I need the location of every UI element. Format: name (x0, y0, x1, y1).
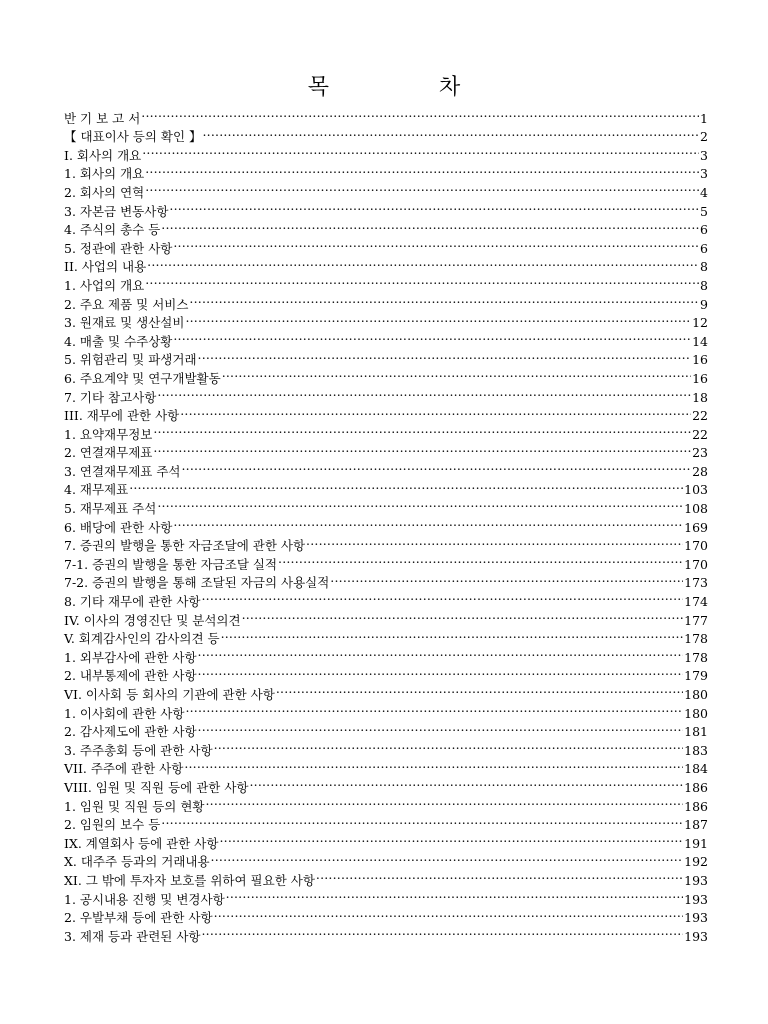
toc-entry-page-number: 28 (692, 463, 708, 479)
toc-entry-page-number: 178 (684, 631, 708, 647)
toc-entry-page-number: 178 (684, 649, 708, 665)
toc-leader-dots (185, 699, 683, 718)
toc-entry-page-number: 192 (684, 854, 708, 870)
toc-entry-label: 1. 사업의 개요 (64, 277, 145, 293)
toc-entry-label: 2. 회사의 연혁 (64, 184, 145, 200)
toc-leader-dots (198, 718, 684, 737)
toc-entry-page-number: 193 (684, 910, 708, 926)
toc-entry-page-number: 191 (684, 835, 708, 851)
toc-entry[interactable] (64, 290, 708, 312)
toc-leader-dots (278, 550, 683, 569)
toc-leader-dots (219, 829, 683, 848)
toc-entry[interactable] (64, 197, 708, 219)
toc-entry-page-number: 3 (700, 147, 708, 163)
toc-entry-label: 7-1. 증권의 발행을 통한 자금조달 실적 (64, 556, 278, 572)
toc-entry[interactable] (64, 123, 708, 145)
toc-leader-dots (161, 811, 683, 830)
toc-entry-label: 2. 우발부채 등에 관한 사항 (64, 910, 213, 926)
toc-leader-dots (221, 625, 684, 644)
toc-entry-label: 5. 재무제표 주석 (64, 501, 157, 517)
toc-entry-label: 2. 주요 제품 및 서비스 (64, 296, 189, 312)
toc-leader-dots (173, 234, 699, 253)
toc-entry[interactable] (64, 494, 708, 517)
toc-entry-label: 3. 주주총회 등에 관한 사항 (64, 742, 213, 758)
toc-entry[interactable] (64, 420, 708, 442)
toc-entry-page-number: 1 (700, 110, 708, 126)
toc-leader-dots (276, 680, 683, 699)
toc-entry-page-number: 169 (684, 519, 708, 535)
toc-entry-label: 2. 감사제도에 관한 사항 (64, 724, 197, 740)
toc-entry-page-number: 23 (692, 445, 708, 461)
toc-entry-page-number: 6 (700, 222, 708, 238)
toc-entry-label: 7-2. 증권의 발행을 통해 조달된 자금의 사용실적 (64, 575, 330, 591)
toc-entry[interactable] (64, 160, 708, 182)
toc-leader-dots (330, 569, 683, 588)
toc-entry-page-number: 6 (700, 240, 708, 256)
toc-entry-label: 6. 배당에 관한 사항 (64, 519, 173, 535)
toc-entry[interactable] (64, 141, 708, 163)
toc-entry-label: 5. 정관에 관한 사항 (64, 240, 173, 256)
toc-entry-page-number: 2 (700, 129, 708, 145)
toc-entry-label: XI. 그 밖에 투자자 보호를 위하여 필요한 사항 (64, 872, 315, 888)
toc-entry-label: 7. 기타 참고사항 (64, 389, 157, 405)
toc-entry-label: 1. 외부감사에 관한 사항 (64, 649, 197, 665)
toc-leader-dots (198, 662, 684, 681)
toc-entry-label: 반 기 보 고 서 (64, 110, 141, 126)
toc-leader-dots (169, 197, 699, 216)
toc-leader-dots (203, 123, 700, 142)
toc-entry-page-number: 173 (684, 575, 708, 591)
toc-entry-page-number: 193 (684, 872, 708, 888)
toc-leader-dots (181, 457, 691, 476)
toc-entry-page-number: 177 (684, 612, 708, 628)
toc-entry-label: VII. 주주에 관한 사항 (64, 761, 184, 777)
toc-leader-dots (198, 643, 684, 662)
toc-leader-dots (189, 290, 699, 309)
toc-leader-dots (202, 587, 684, 606)
toc-entry-label: VIII. 임원 및 직원 등에 관한 사항 (64, 779, 249, 795)
toc-entry-page-number: 186 (684, 798, 708, 814)
toc-entry-label: 1. 요약재무정보 (64, 426, 153, 442)
toc-entry-label: II. 사업의 내용 (64, 259, 147, 275)
toc-entry-page-number: 22 (692, 408, 708, 424)
toc-entry[interactable] (64, 234, 708, 256)
page-title (0, 70, 768, 101)
toc-entry-page-number: 5 (700, 203, 708, 219)
toc-entry-label: III. 재무에 관한 사항 (64, 408, 180, 424)
toc-entry-page-number: 8 (700, 259, 708, 275)
toc-entry-label: 2. 내부통제에 관한 사항 (64, 668, 197, 684)
toc-entry-page-number: 181 (684, 724, 708, 740)
toc-entry[interactable] (64, 513, 708, 535)
toc-leader-dots (198, 346, 692, 365)
toc-leader-dots (211, 848, 684, 867)
toc-entry-page-number: 170 (684, 538, 708, 554)
toc-entry-label: 4. 매출 및 수주상황 (64, 333, 173, 349)
toc-leader-dots (153, 439, 691, 458)
toc-leader-dots (145, 178, 699, 197)
toc-leader-dots (184, 755, 683, 774)
toc-leader-dots (249, 773, 683, 792)
toc-entry-label: 6. 주요계약 및 연구개발활동 (64, 370, 221, 386)
toc-leader-dots (161, 216, 699, 235)
toc-entry-page-number: 187 (684, 817, 708, 833)
toc-entry-label: 4. 재무제표 (64, 482, 129, 498)
toc-entry-label: 2. 연결재무제표 (64, 445, 153, 461)
toc-entry-page-number: 12 (692, 315, 708, 331)
toc-entry-label: 8. 기타 재무에 관한 사항 (64, 594, 201, 610)
toc-entry-page-number: 9 (700, 296, 708, 312)
toc-entry[interactable] (64, 811, 708, 833)
toc-entry-label: VI. 이사회 등 회사의 기관에 관한 사항 (64, 687, 275, 702)
toc-entry[interactable] (64, 457, 708, 479)
toc-entry-label: 3. 제재 등과 관련된 사항 (64, 928, 201, 944)
toc-leader-dots (242, 606, 684, 625)
toc-leader-dots (157, 494, 683, 513)
toc-leader-dots (145, 271, 699, 290)
toc-entry-label: IX. 계열회사 등에 관한 사항 (64, 835, 219, 851)
toc-leader-dots (185, 309, 691, 328)
toc-entry[interactable] (64, 829, 708, 851)
toc-entry-page-number: 183 (684, 742, 708, 758)
toc-entry-page-number: 14 (692, 333, 708, 349)
toc-entry-page-number: 180 (684, 687, 708, 702)
toc-entry[interactable] (64, 402, 708, 424)
toc-entry-label: 5. 위험관리 및 파생거래 (64, 352, 197, 368)
toc-entry-label: 1. 회사의 개요 (64, 166, 145, 182)
toc-entry-label: V. 회계감사인의 감사의견 등 (64, 631, 220, 647)
toc-entry-page-number: 103 (684, 482, 708, 498)
toc-entry-page-number: 180 (684, 705, 708, 721)
toc-entry[interactable] (64, 104, 708, 126)
toc-entry[interactable] (64, 216, 708, 238)
toc-entry-label: I. 회사의 개요 (64, 147, 142, 163)
toc-leader-dots (214, 736, 684, 755)
toc-entry-label: 3. 자본금 변동사항 (64, 203, 169, 219)
toc-entry[interactable] (64, 383, 708, 405)
toc-entry-page-number: 179 (684, 668, 708, 684)
toc-entry-label: 1. 이사회에 관한 사항 (64, 705, 185, 721)
toc-entry-page-number: 193 (684, 891, 708, 907)
toc-entry-page-number: 4 (700, 184, 708, 200)
toc-leader-dots (157, 383, 691, 402)
toc-entry-page-number: 170 (684, 556, 708, 572)
toc-entry-label: 4. 주식의 총수 등 (64, 222, 161, 238)
toc-leader-dots (141, 104, 699, 123)
page-title-left: 목 (307, 75, 329, 100)
toc-entry-page-number: 184 (684, 761, 708, 777)
toc-leader-dots (147, 253, 699, 272)
toc-entry-page-number: 3 (700, 166, 708, 182)
toc-entry-label: 1. 공시내용 진행 및 변경사항 (64, 891, 225, 907)
toc-entry-label: 1. 임원 및 직원 등의 현황 (64, 798, 205, 814)
toc-entry[interactable] (64, 476, 708, 498)
toc-entry-page-number: 174 (684, 594, 708, 610)
toc-leader-dots (214, 904, 684, 923)
toc-entry[interactable] (64, 253, 708, 275)
toc-entry-label: 3. 연결재무제표 주석 (64, 463, 181, 479)
toc-leader-dots (226, 885, 683, 904)
toc-leader-dots (145, 160, 699, 179)
toc-leader-dots (173, 513, 683, 532)
toc-leader-dots (173, 327, 691, 346)
toc-entry-page-number: 193 (684, 928, 708, 944)
toc-entry-label: IV. 이사의 경영진단 및 분석의견 (64, 612, 241, 628)
toc-leader-dots (142, 141, 699, 160)
toc-entry-label: 3. 원재료 및 생산설비 (64, 315, 185, 331)
toc-entry-label: 2. 임원의 보수 등 (64, 817, 161, 833)
toc-entry-page-number: 22 (692, 426, 708, 442)
toc-entry-page-number: 186 (684, 779, 708, 795)
toc-entry-page-number: 18 (692, 389, 708, 405)
toc-entry-page-number: 108 (684, 501, 708, 517)
toc-entry-label: X. 대주주 등과의 거래내용 (64, 854, 210, 870)
toc-entry-page-number: 16 (692, 352, 708, 368)
toc-leader-dots (222, 364, 691, 383)
page-title-right: 차 (439, 75, 461, 100)
toc-leader-dots (205, 792, 683, 811)
table-of-contents (64, 104, 708, 944)
toc-leader-dots (180, 402, 691, 421)
toc-leader-dots (306, 532, 683, 551)
toc-entry-label: 7. 증권의 발행을 통한 자금조달에 관한 사항 (64, 538, 306, 554)
toc-entry-label: 【 대표이사 등의 확인 】 (64, 129, 202, 145)
toc-entry-page-number: 8 (700, 277, 708, 293)
toc-entry[interactable] (64, 439, 708, 461)
toc-entry-page-number: 16 (692, 370, 708, 386)
toc-entry[interactable] (64, 271, 708, 293)
toc-entry[interactable] (64, 178, 708, 200)
toc-leader-dots (129, 476, 683, 495)
toc-leader-dots (153, 420, 691, 439)
toc-leader-dots (316, 866, 683, 885)
toc-leader-dots (202, 922, 684, 941)
